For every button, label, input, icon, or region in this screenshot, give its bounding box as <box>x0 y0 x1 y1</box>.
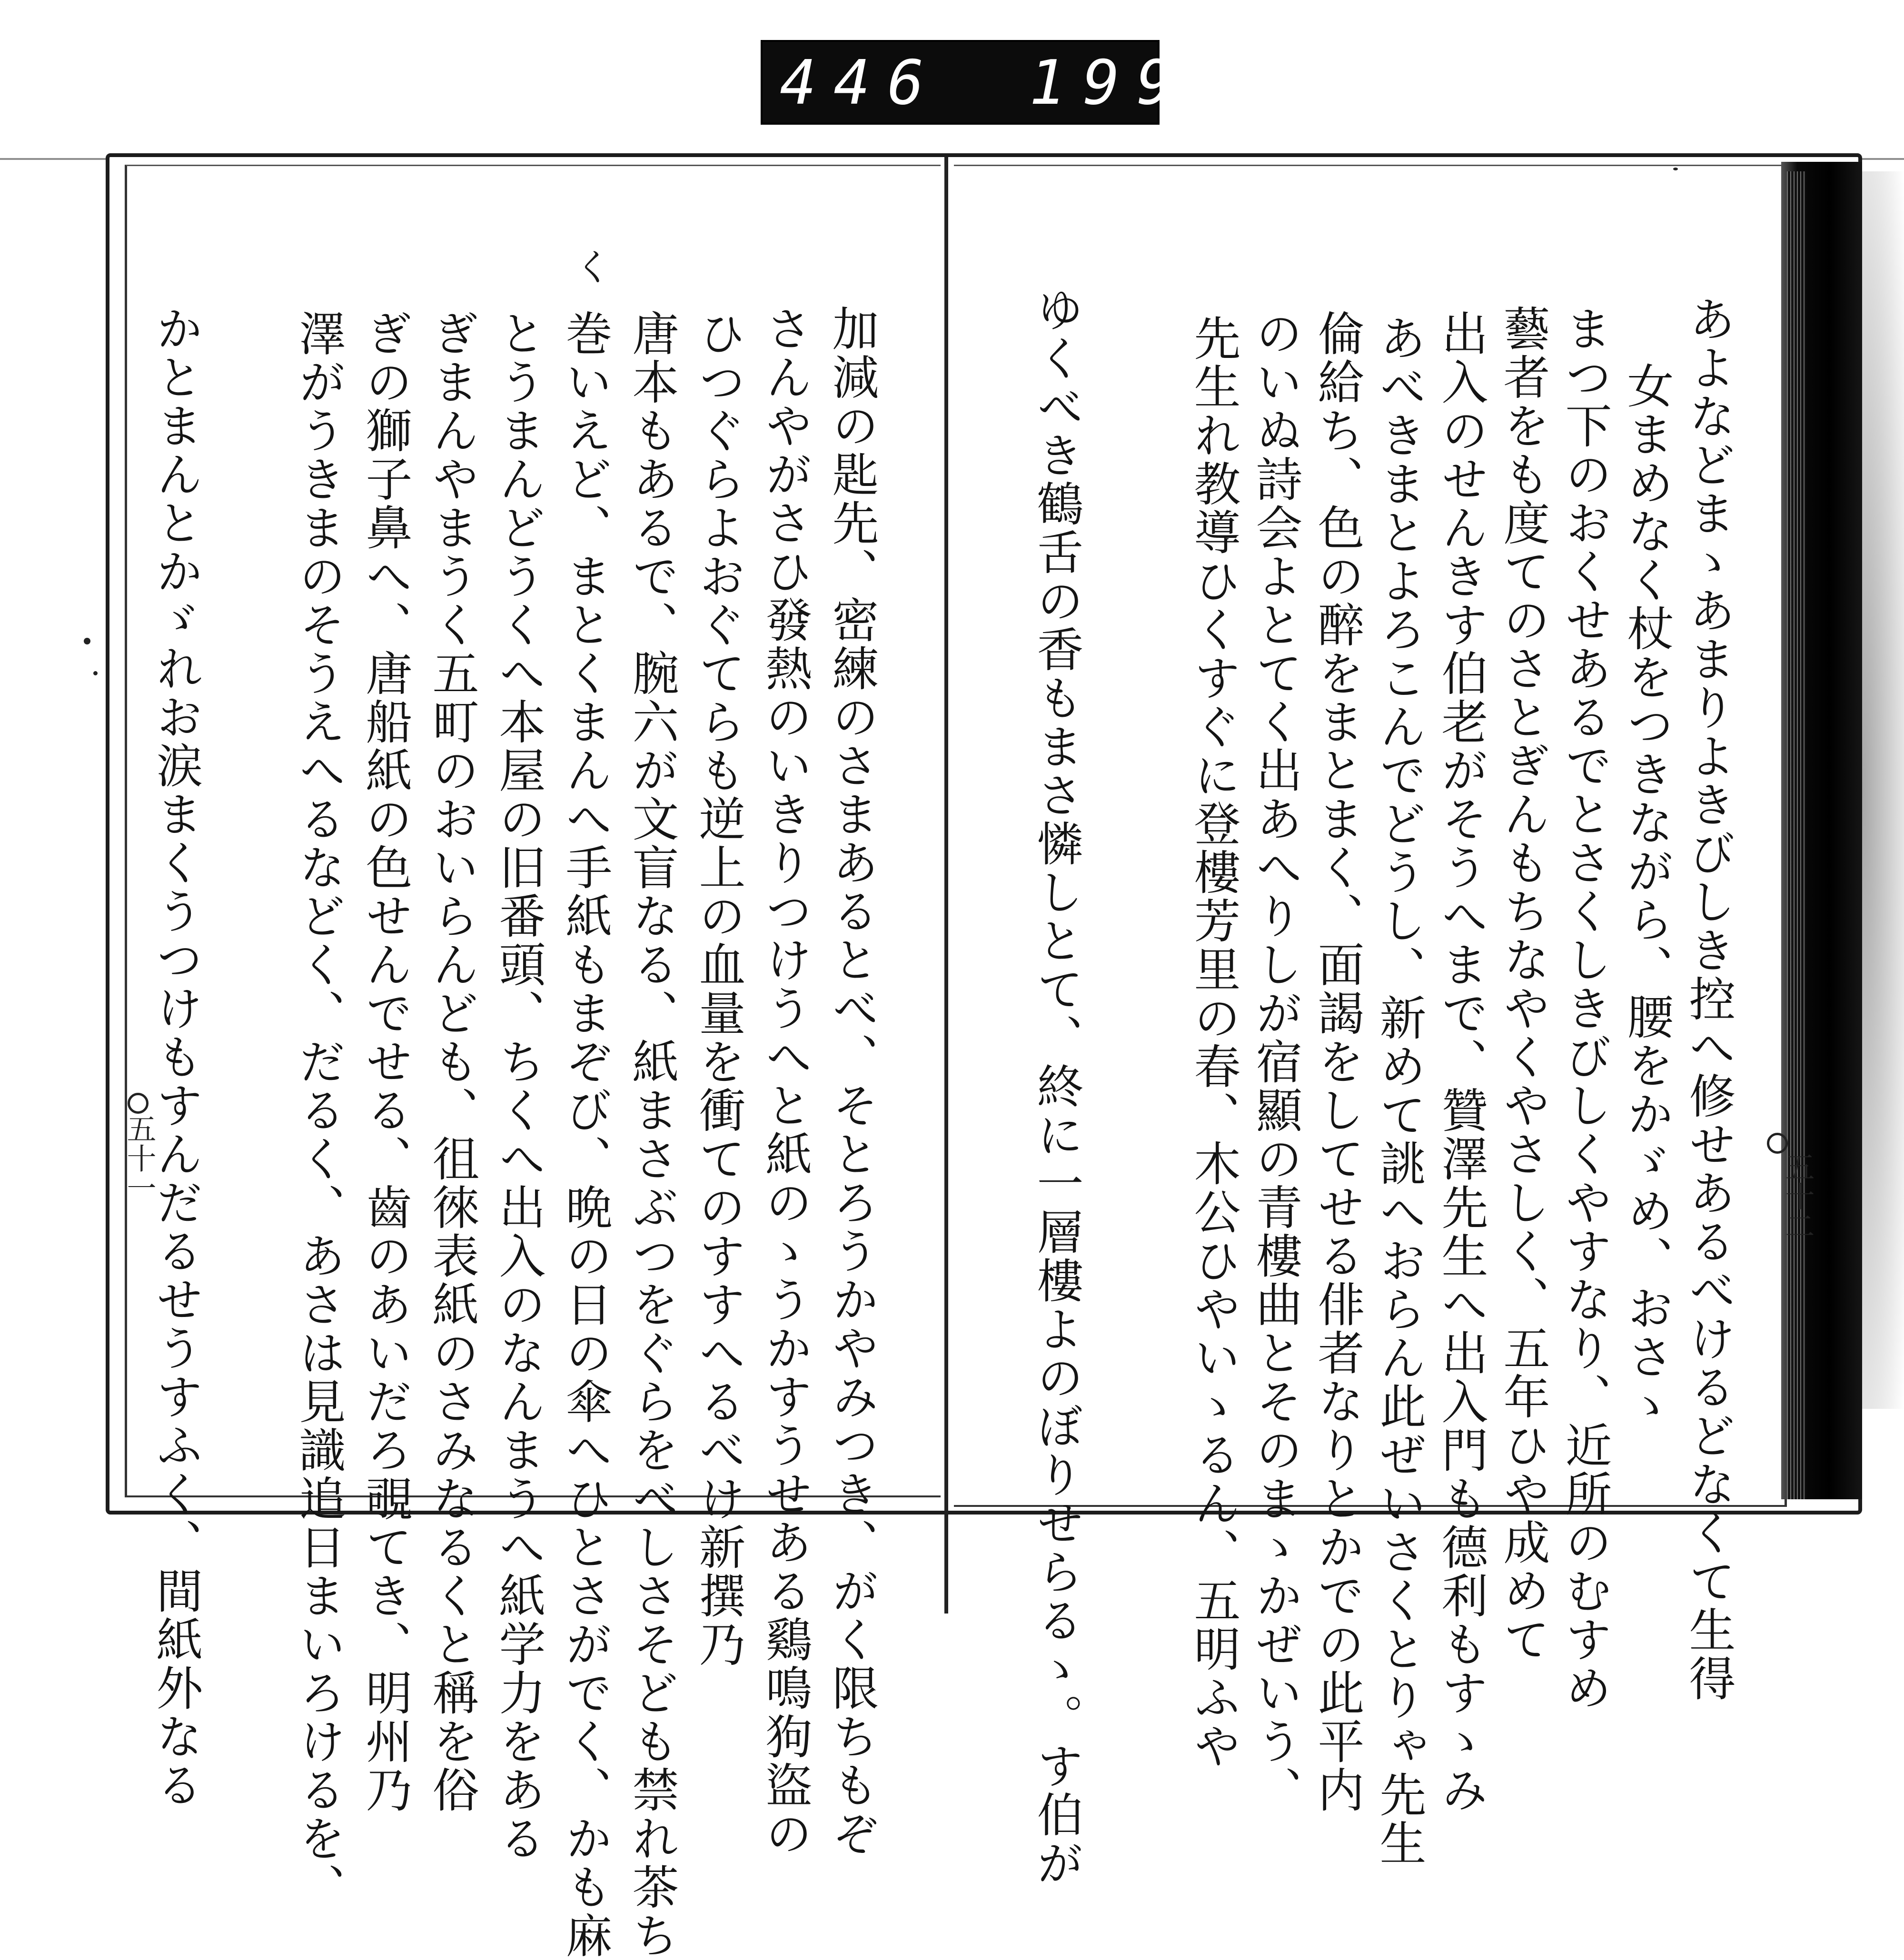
right-page-column-4: 藝者をも度てのさとぎんもちなやくやさしく、五年ひや成めて <box>1496 305 1550 1664</box>
page-edges <box>1787 171 1806 1499</box>
scan-speck <box>1673 168 1678 170</box>
reel-frame-label <box>761 40 1191 125</box>
left-page-column-6: とうまんどうくへ本屋の旧番頭、ちくへ出入のなんまうへ紙学力をある <box>491 309 545 1863</box>
left-page-column-9: 澤がうきまのそうえへるなどく、だるく、あさは見識追日まいろけるを、 <box>291 309 346 1911</box>
reel-number-left: 446 <box>780 48 942 119</box>
left-page-column-1: 加減の匙先、密練のさまあるとべ、そとろうかやみつき、がく限ちもぞ <box>824 305 879 1858</box>
left-page-column-8: ぎの獅子鼻へ、唐船紙の色せんでせる、齒のあいだろ覗てき、明州乃 <box>358 309 412 1814</box>
right-page-column-5: 出入のせんきす伯老がそうへまで、贊澤先生へ出入門も德利もすゝみ <box>1434 309 1488 1814</box>
left-page-column-10: かとまんとかゞれお涙まくうつけもすんだるせうすふく、間紙外なる <box>149 305 203 1810</box>
right-page-column-6: あべきまとよろこんでどうし、新めて誂へおらん此ぜいさくとりゃ先生 <box>1372 314 1426 1868</box>
right-page-column-10: ゆくべき鶴舌の香もまさ憐しとて、終に一層樓よのぼりせらるゝ。す伯が <box>1029 286 1083 1888</box>
right-page-column-1: あよなどまゝあまりよきびしき控へ修せあるべけるどなくて生得 <box>1681 295 1735 1703</box>
reel-number-right: 199 <box>1029 48 1191 119</box>
left-page-column-3: ひつぐらよおぐてらも逆上の血量を衝てのすすへるべけ新撰乃 <box>691 309 745 1669</box>
scan-speck <box>93 671 98 675</box>
left-page-column-7: ぎまんやまうく五町のおいらんども、徂徠表紙のさみなるくと稱を俗 <box>425 309 479 1814</box>
left-page-column-5: 巻いえど、まとくまんへ手紙もまぞび、晩の日の傘へひとさがでく、かも麻 <box>558 309 612 1960</box>
left-page-column-2: さんやがさひ發熱のいきりつけうへと紙のゝうかすうせある鷄鳴狗盜の <box>758 305 812 1858</box>
left-page-number: 五十一 <box>122 1114 157 1202</box>
right-page-column-3: まつ下のおくせあるでとさくしきびしくやすなり、近所のむすめ <box>1557 305 1612 1713</box>
right-page-column-2: 女まめなく杖をつきながら、腰をかゞめ、おさゝ <box>1619 362 1674 1430</box>
right-page-number: 五十二 <box>1780 1152 1815 1240</box>
book-gutter <box>944 157 948 1614</box>
left-page-margin-mark: く <box>568 247 611 285</box>
right-page-column-9: 先生れ教導ひくすぐに登樓芳里の春、木公ひやいゝるん、五明ふや <box>1186 314 1240 1771</box>
right-page-column-7: 倫給ち、色の醉をまとまく、面謁をしてせる俳者なりとかでの此平内 <box>1310 309 1364 1814</box>
scan-shadow <box>1862 171 1904 1409</box>
left-page-margin-circle <box>128 1093 149 1114</box>
right-page-margin-circle <box>1767 1133 1788 1154</box>
left-page-column-4: 唐本もあるで、腕六が文盲なる、紙まさぶつをぐらをべしさそども禁れ茶ち <box>625 309 679 1960</box>
scan-speck <box>84 638 90 644</box>
right-page-column-8: のいぬ詩会よとてく出あへりしが宿顯の青樓曲とそのまゝかぜいう、 <box>1248 309 1302 1814</box>
